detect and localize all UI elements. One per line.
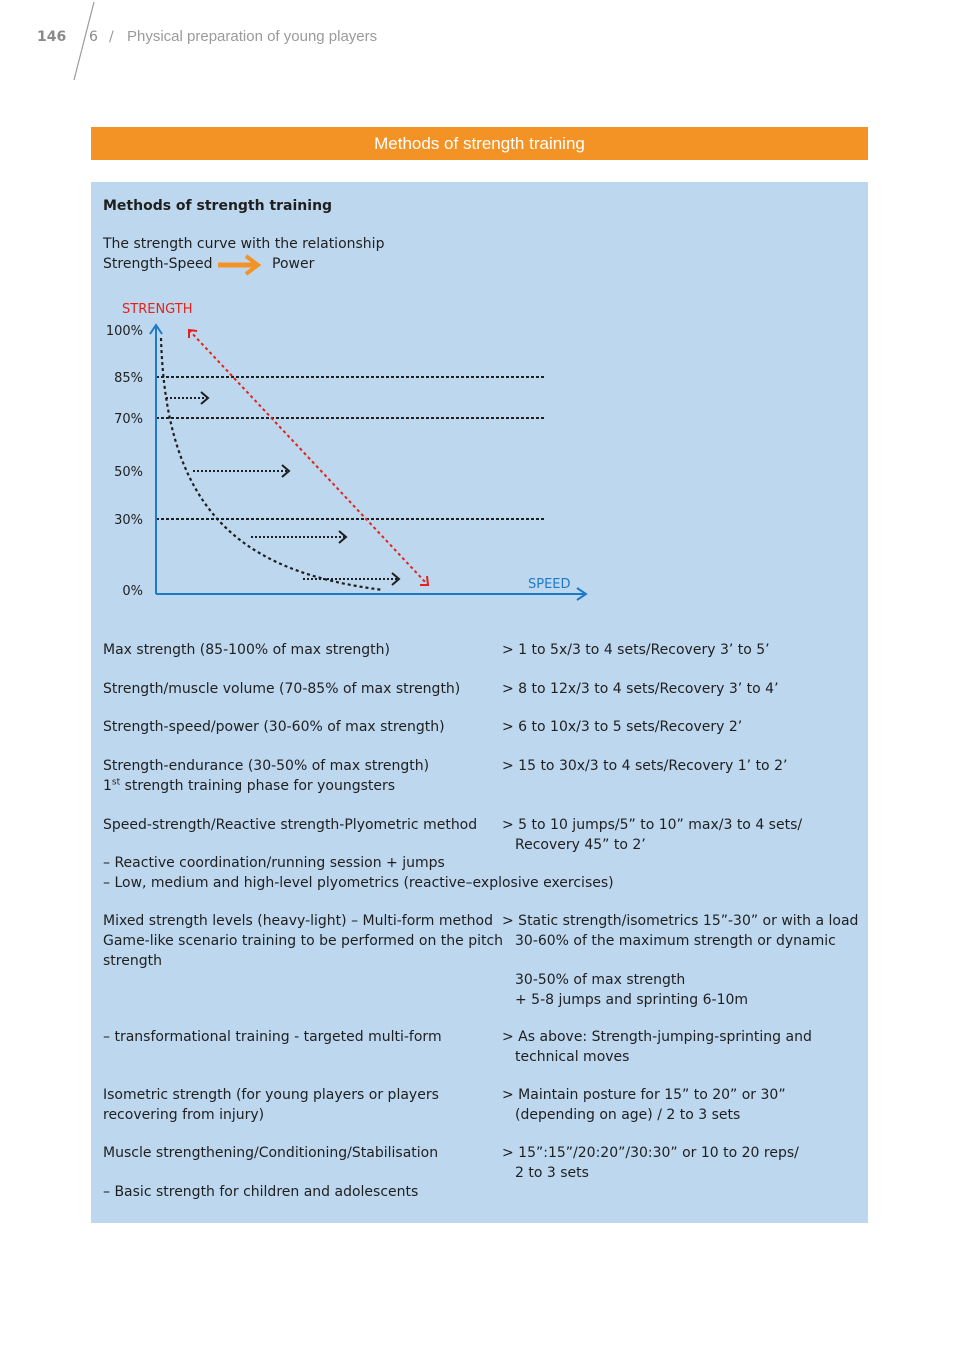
chapter-number: 6 <box>89 29 98 45</box>
method-prescription: 2 to 3 sets <box>515 1165 589 1181</box>
method-prescription: > 5 to 10 jumps/5” to 10” max/3 to 4 sets/ <box>502 817 803 833</box>
method-prescription: > 8 to 12x/3 to 4 sets/Recovery 3’ to 4’ <box>502 681 779 697</box>
method-arrow <box>303 573 399 585</box>
method-prescription: (depending on age) / 2 to 3 sets <box>515 1107 741 1123</box>
method-prescription: > 15”:15”/20:20”/30:30” or 10 to 20 reps/ <box>502 1145 799 1161</box>
power-diagonal-line <box>189 330 427 584</box>
method-name: strength <box>103 953 162 969</box>
method-name: Muscle strengthening/Conditioning/Stabilisation <box>103 1145 439 1161</box>
bullet-item: – Low, medium and high-level plyometrics (reactive–explosive exercises) <box>103 875 614 891</box>
method-name: Strength/muscle volume (70-85% of max strength) <box>103 681 461 697</box>
running-header <box>0 26 959 62</box>
method-name: Game-like scenario training to be performed on the pitch <box>103 933 504 949</box>
method-prescription: > 15 to 30x/3 to 4 sets/Recovery 1’ to 2’ <box>502 758 788 774</box>
strength-speed-chart <box>91 182 868 612</box>
x-axis-label: SPEED <box>528 577 571 592</box>
method-prescription: > As above: Strength-jumping-sprinting and <box>502 1029 812 1045</box>
header-title: Physical preparation of young players <box>127 28 378 45</box>
method-prescription: > Maintain posture for 15” to 20” or 30” <box>502 1087 786 1103</box>
content-panel <box>91 182 868 1223</box>
method-name: Isometric strength (for young players or players <box>103 1087 439 1103</box>
method-arrow <box>193 465 289 477</box>
y-tick-label: 0% <box>122 584 143 599</box>
y-axis-label: STRENGTH <box>122 302 193 317</box>
method-prescription: 30-60% of the maximum strength or dynamic <box>515 933 836 949</box>
section-banner: Methods of strength training <box>91 127 868 160</box>
method-name: Strength-speed/power (30-60% of max strength) <box>103 719 445 735</box>
y-tick-label: 85% <box>114 371 143 386</box>
phase-note: 1st strength training phase for youngsters <box>103 777 396 794</box>
header-separator: / <box>109 29 114 45</box>
method-arrow <box>166 392 208 404</box>
method-name: Speed-strength/Reactive strength-Plyometric method <box>103 817 478 833</box>
method-prescription: technical moves <box>515 1049 630 1065</box>
method-prescription: > 6 to 10x/3 to 5 sets/Recovery 2’ <box>502 719 743 735</box>
method-prescription: > Static strength/isometrics 15”-30” or with a load <box>502 913 859 929</box>
y-tick-label: 50% <box>114 465 143 480</box>
curve-intro-line: The strength curve with the relationship <box>103 236 385 252</box>
method-arrow <box>251 531 346 543</box>
method-name: Strength-endurance (30-50% of max strength) <box>103 758 430 774</box>
method-prescription: 30-50% of max strength <box>515 972 686 988</box>
method-name: – transformational training - targeted multi-form <box>103 1029 442 1045</box>
method-name: Mixed strength levels (heavy-light) – Multi-form method <box>103 913 493 929</box>
y-tick-label: 100% <box>105 324 143 339</box>
method-prescription: Recovery 45” to 2’ <box>515 837 646 853</box>
method-prescription: > 1 to 5x/3 to 4 sets/Recovery 3’ to 5’ <box>502 642 770 658</box>
y-tick-label: 30% <box>114 513 143 528</box>
curve-left-label: Strength-Speed <box>103 256 213 272</box>
bullet-item: – Reactive coordination/running session + jumps <box>103 855 445 871</box>
bullet-item: – Basic strength for children and adolescents <box>103 1184 419 1200</box>
page-number: 146 <box>37 29 67 45</box>
box-heading: Methods of strength training <box>103 198 333 214</box>
method-prescription: + 5-8 jumps and sprinting 6-10m <box>515 992 749 1008</box>
y-tick-label: 70% <box>114 412 143 427</box>
strength-speed-curve <box>161 338 383 590</box>
method-name: Max strength (85-100% of max strength) <box>103 642 390 658</box>
method-name: recovering from injury) <box>103 1107 265 1123</box>
curve-right-label: Power <box>272 256 315 272</box>
